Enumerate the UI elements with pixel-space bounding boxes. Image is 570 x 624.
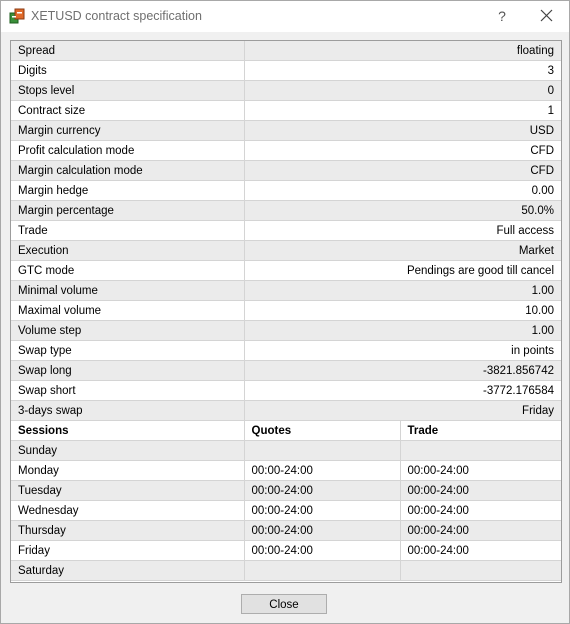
session-day: Saturday — [11, 561, 244, 581]
spec-label: Execution — [11, 241, 244, 261]
spec-value: -3821.856742 — [244, 361, 561, 381]
session-trade: 00:00-24:00 — [400, 461, 561, 481]
close-window-button[interactable] — [531, 5, 561, 27]
spec-value: CFD — [244, 161, 561, 181]
spec-row[interactable] — [11, 301, 561, 321]
spec-row[interactable] — [11, 201, 561, 221]
spec-label: Volume step — [11, 321, 244, 341]
session-row[interactable] — [11, 441, 561, 461]
spec-value: Full access — [244, 221, 561, 241]
spec-label: Profit calculation mode — [11, 141, 244, 161]
session-quotes — [244, 561, 400, 581]
spec-value: USD — [244, 121, 561, 141]
spec-label: Minimal volume — [11, 281, 244, 301]
spec-row[interactable] — [11, 121, 561, 141]
spec-label: Margin currency — [11, 121, 244, 141]
session-day: Wednesday — [11, 501, 244, 521]
spec-row[interactable] — [11, 321, 561, 341]
spec-row[interactable] — [11, 401, 561, 421]
spec-value: -3772.176584 — [244, 381, 561, 401]
session-day: Sunday — [11, 441, 244, 461]
close-button[interactable]: Close — [241, 594, 327, 614]
spec-value: Pendings are good till cancel — [244, 261, 561, 281]
spec-label: Contract size — [11, 101, 244, 121]
spec-row[interactable] — [11, 341, 561, 361]
spec-value: floating — [244, 41, 561, 61]
spec-value: 1 — [244, 101, 561, 121]
spec-label: Swap long — [11, 361, 244, 381]
spec-value: CFD — [244, 141, 561, 161]
session-quotes: 00:00-24:00 — [244, 541, 400, 561]
spec-row[interactable] — [11, 261, 561, 281]
spec-row[interactable] — [11, 61, 561, 81]
spec-value: 50.0% — [244, 201, 561, 221]
session-day: Thursday — [11, 521, 244, 541]
spec-label: GTC mode — [11, 261, 244, 281]
spec-label: Margin hedge — [11, 181, 244, 201]
spec-row[interactable] — [11, 101, 561, 121]
session-quotes: 00:00-24:00 — [244, 481, 400, 501]
session-trade — [400, 441, 561, 461]
spec-value: Friday — [244, 401, 561, 421]
spec-label: Swap short — [11, 381, 244, 401]
session-day: Friday — [11, 541, 244, 561]
spec-value: 1.00 — [244, 321, 561, 341]
sessions-column-header: Sessions — [11, 421, 244, 441]
help-button[interactable]: ? — [498, 8, 506, 24]
session-row[interactable] — [11, 521, 561, 541]
session-trade: 00:00-24:00 — [400, 521, 561, 541]
spec-row[interactable] — [11, 381, 561, 401]
session-trade: 00:00-24:00 — [400, 481, 561, 501]
spec-value: 10.00 — [244, 301, 561, 321]
spec-value: 0 — [244, 81, 561, 101]
session-row[interactable] — [11, 481, 561, 501]
session-quotes — [244, 441, 400, 461]
session-trade: 00:00-24:00 — [400, 541, 561, 561]
spec-label: Digits — [11, 61, 244, 81]
spec-value: Market — [244, 241, 561, 261]
close-icon — [540, 13, 553, 25]
spec-row[interactable] — [11, 241, 561, 261]
spec-row[interactable] — [11, 361, 561, 381]
session-row[interactable] — [11, 541, 561, 561]
spec-row[interactable] — [11, 281, 561, 301]
sessions-column-header: Trade — [400, 421, 561, 441]
spec-row[interactable] — [11, 181, 561, 201]
session-trade: 00:00-24:00 — [400, 501, 561, 521]
session-quotes: 00:00-24:00 — [244, 461, 400, 481]
spec-value: 3 — [244, 61, 561, 81]
spec-label: 3-days swap — [11, 401, 244, 421]
spec-label: Margin percentage — [11, 201, 244, 221]
spec-label: Spread — [11, 41, 244, 61]
spec-row[interactable] — [11, 41, 561, 61]
spec-label: Trade — [11, 221, 244, 241]
spec-row[interactable] — [11, 221, 561, 241]
session-row[interactable] — [11, 501, 561, 521]
sessions-column-header: Quotes — [244, 421, 400, 441]
sessions-header-row — [11, 421, 561, 441]
title-bar — [1, 1, 569, 32]
spec-value: 0.00 — [244, 181, 561, 201]
spec-row[interactable] — [11, 141, 561, 161]
spec-label: Swap type — [11, 341, 244, 361]
spec-label: Stops level — [11, 81, 244, 101]
session-quotes: 00:00-24:00 — [244, 501, 400, 521]
spec-label: Margin calculation mode — [11, 161, 244, 181]
spec-value: in points — [244, 341, 561, 361]
app-icon — [9, 8, 25, 24]
session-day: Monday — [11, 461, 244, 481]
spec-row[interactable] — [11, 161, 561, 181]
spec-row[interactable] — [11, 81, 561, 101]
session-quotes: 00:00-24:00 — [244, 521, 400, 541]
spec-value: 1.00 — [244, 281, 561, 301]
session-day: Tuesday — [11, 481, 244, 501]
spec-table[interactable] — [10, 40, 562, 583]
window-title: XETUSD contract specification — [31, 9, 202, 23]
session-trade — [400, 561, 561, 581]
session-row[interactable] — [11, 461, 561, 481]
session-row[interactable] — [11, 561, 561, 581]
spec-label: Maximal volume — [11, 301, 244, 321]
